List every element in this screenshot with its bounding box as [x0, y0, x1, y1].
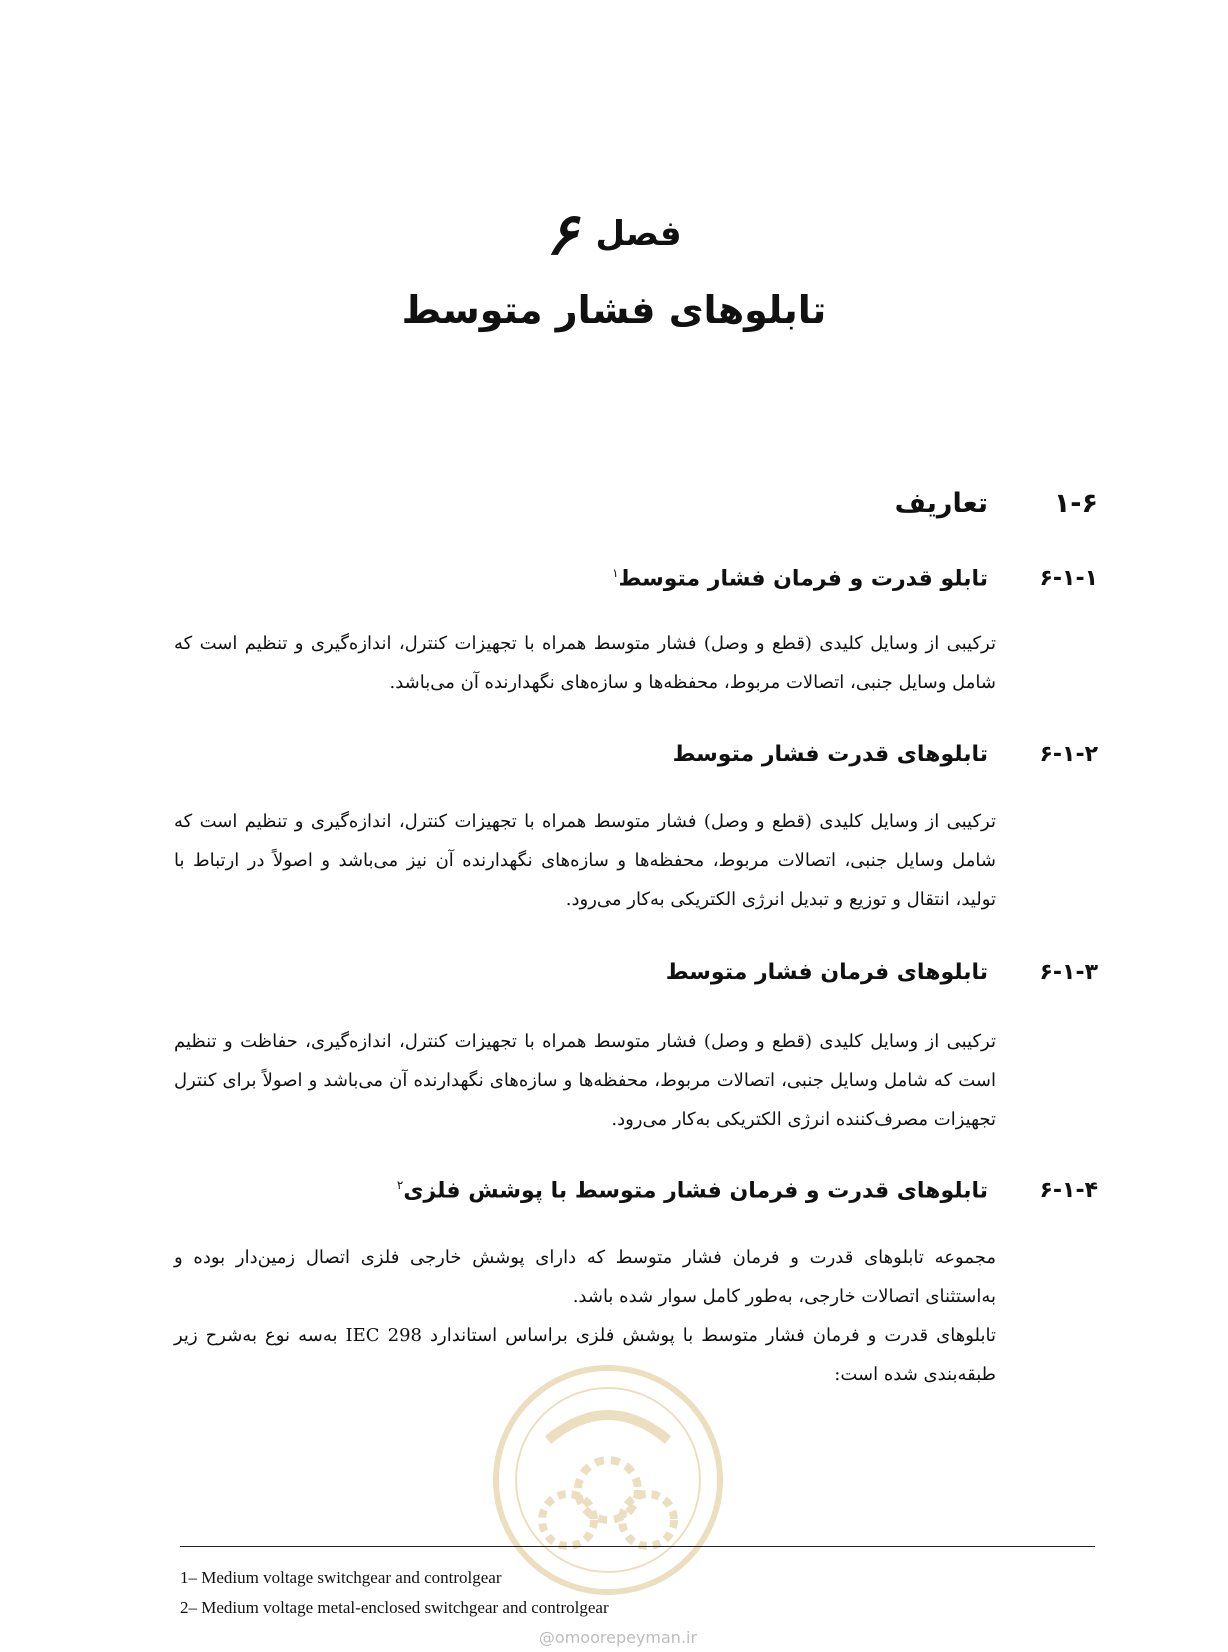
section-title: تابلو قدرت و فرمان فشار متوسط	[618, 566, 988, 592]
footnote-marker: ۲	[396, 1178, 404, 1192]
section-number: ۶-۱-۲	[1039, 742, 1098, 767]
footnote: 2– Medium voltage metal-enclosed switchgear and controlgear	[180, 1598, 609, 1617]
section-title: تابلوهای فرمان فشار متوسط	[665, 960, 988, 985]
paragraph-text: ترکیبی از وسایل کلیدی (قطع و وصل) فشار متوسط همراه با تجهیزات کنترل، اندازه‌گیری، حفاظت و تنظیم است که شامل وسایل جنبی، اتصالات مربوط، محفظه‌ها و سازه‌های نگهدارنده آن می‌باشد و اصولاً برای کنترل تجهیزات مصرف‌کننده انرژی الکتریکی به‌کار می‌رود.	[174, 1031, 996, 1130]
section-title: تعاریف	[894, 488, 988, 519]
paragraph-text: ترکیبی از وسایل کلیدی (قطع و وصل) فشار متوسط همراه با تجهیزات کنترل، اندازه‌گیری و تنظیم است که شامل وسایل جنبی، اتصالات مربوط، محفظه‌ها و سازه‌های نگهدارنده آن نیز می‌باشد و اصولاً در ارتباط با تولید، انتقال و توزیع و تبدیل انرژی الکتریکی به‌کار می‌رود.	[174, 811, 996, 910]
paragraph	[174, 624, 996, 702]
chapter-number: ۶	[546, 200, 578, 268]
watermark-url: @omoorepeyman.ir	[538, 1628, 698, 1647]
section-title: تابلوهای قدرت فشار متوسط	[672, 742, 988, 767]
section-number: ۶-۱-۱	[1039, 566, 1098, 592]
subsection-heading	[158, 566, 1098, 591]
subsection-heading	[158, 960, 1098, 985]
paragraph	[174, 802, 996, 919]
paragraph-text: ترکیبی از وسایل کلیدی (قطع و وصل) فشار متوسط همراه با تجهیزات کنترل، اندازه‌گیری و تنظیم است که شامل وسایل جنبی، اتصالات مربوط، محفظه‌ها و سازه‌های نگهدارنده آن می‌باشد.	[174, 633, 996, 693]
section-title: تابلوهای قدرت و فرمان فشار متوسط با پوشش فلزی	[403, 1178, 988, 1204]
watermark-seal-logo	[488, 1360, 728, 1600]
section-number: ۱-۶	[1053, 488, 1098, 519]
paragraph	[174, 1022, 996, 1139]
footnote-marker: ۱	[612, 566, 619, 580]
paragraph-text: مجموعه تابلوهای قدرت و فرمان فشار متوسط که دارای پوشش خارجی فلزی اتصال زمین‌دار بوده و به‌استثنای اتصالات خارجی، به‌طور کامل سوار شده باشد.	[174, 1247, 996, 1307]
section-number: ۶-۱-۴	[1039, 1178, 1098, 1204]
section-heading	[158, 488, 1098, 519]
subsection-heading	[158, 742, 1098, 767]
chapter-title: تابلوهای فشار متوسط	[401, 288, 827, 332]
chapter-label: فصل	[595, 214, 682, 254]
paragraph-text: تابلوهای قدرت و فرمان فشار متوسط با پوشش فلزی براساس استاندارد IEC 298 به‌سه نوع به‌شرح زیر طبقه‌بندی شده است:	[174, 1325, 996, 1385]
subsection-heading	[158, 1178, 1098, 1203]
footnote-divider	[180, 1546, 1095, 1547]
section-number: ۶-۱-۳	[1039, 960, 1098, 985]
footnote: 1– Medium voltage switchgear and controlgear	[180, 1568, 502, 1587]
chapter-heading	[0, 200, 1228, 268]
